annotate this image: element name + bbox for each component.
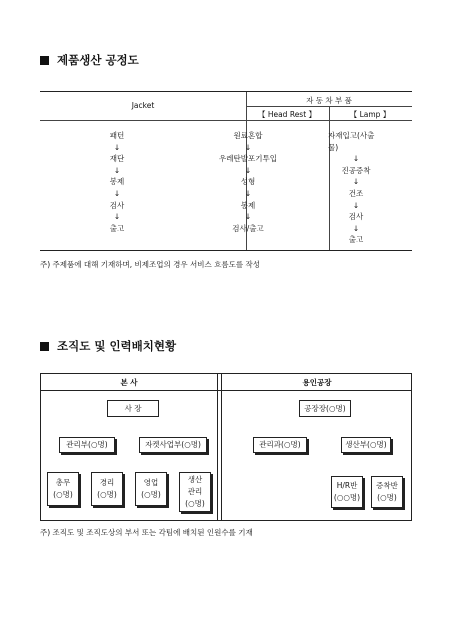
lamp-step: 진공증착 — [341, 165, 371, 175]
down-arrow-icon: ↓ — [244, 165, 252, 175]
hq-header: 본 사 — [120, 378, 138, 387]
square-bullet-icon — [40, 342, 49, 351]
head-rest-step: 원료혼합 — [233, 131, 263, 140]
org-chart — [40, 373, 412, 521]
down-arrow-icon: ↓ — [113, 142, 121, 152]
production-dept-box: 생산부(○명) — [341, 437, 391, 453]
jacket-step: 패턴 — [109, 131, 125, 140]
president-box: 사 장 — [107, 400, 159, 417]
lamp-flow — [328, 130, 384, 246]
auto-parts-header: 자 동 차 부 품 — [306, 96, 352, 105]
square-bullet-icon — [40, 56, 49, 65]
lamp-step: 출고 — [348, 235, 364, 245]
org-note: 주) 조직도 및 조직도상의 부서 또는 각팀에 배치된 인원수를 기재 — [40, 528, 253, 537]
accounting-box: 경리 (○명) — [91, 472, 123, 506]
down-arrow-icon: ↓ — [352, 177, 360, 187]
lamp-step: 검사 — [348, 212, 364, 222]
down-arrow-icon: ↓ — [244, 212, 252, 222]
head-rest-step: 성형 — [240, 177, 256, 187]
jacket-flow — [110, 130, 125, 234]
deposition-team-box: 증착반 (○명) — [371, 476, 403, 508]
down-arrow-icon: ↓ — [244, 142, 252, 152]
head-rest-step: 우레탄발포기투입 — [219, 154, 277, 164]
jacket-step: 검사 — [109, 200, 125, 210]
section-title-process — [40, 52, 139, 68]
jacket-step: 봉제 — [109, 177, 125, 187]
plant-header: 용인공장 — [302, 378, 332, 387]
jacket-step: 출고 — [109, 223, 125, 233]
production-mgmt-box: 생산 관리 (○명) — [179, 472, 211, 512]
process-note: 주) 주제품에 대해 기재하며, 비제조업의 경우 서비스 흐름도를 작성 — [40, 260, 260, 269]
head-rest-step: 검사/출고 — [232, 223, 264, 233]
admin-section-box: 관리과(○명) — [253, 437, 307, 453]
down-arrow-icon: ↓ — [113, 212, 121, 222]
lamp-header: 【 Lamp 】 — [349, 110, 391, 119]
down-arrow-icon: ↓ — [113, 188, 121, 198]
sales-box: 영업 (○명) — [135, 472, 167, 506]
lamp-step: 건조 — [348, 188, 364, 198]
hr-team-box: H/R반 (○○명) — [331, 476, 363, 508]
head-rest-header: 【 Head Rest 】 — [257, 110, 317, 119]
process-table — [40, 91, 412, 251]
down-arrow-icon: ↓ — [352, 200, 360, 210]
section-title-text: 제품생산 공정도 — [57, 53, 139, 67]
section-title-org — [40, 338, 176, 354]
jacket-header: Jacket — [131, 101, 155, 110]
general-affairs-box: 총무 (○명) — [47, 472, 79, 506]
head-rest-flow — [219, 130, 277, 234]
jacket-step: 재단 — [109, 154, 125, 164]
down-arrow-icon: ↓ — [244, 188, 252, 198]
plant-manager-box: 공장장(○명) — [299, 400, 351, 417]
jacket-dept-box: 자켓사업부(○명) — [139, 437, 207, 453]
head-rest-step: 봉제 — [240, 200, 256, 210]
section-title-text: 조직도 및 인력배치현황 — [57, 339, 177, 353]
down-arrow-icon: ↓ — [352, 223, 360, 233]
admin-dept-box: 관리부(○명) — [59, 437, 115, 453]
down-arrow-icon: ↓ — [352, 154, 360, 164]
down-arrow-icon: ↓ — [113, 165, 121, 175]
lamp-step: 자재입고(사출물) — [328, 131, 375, 152]
